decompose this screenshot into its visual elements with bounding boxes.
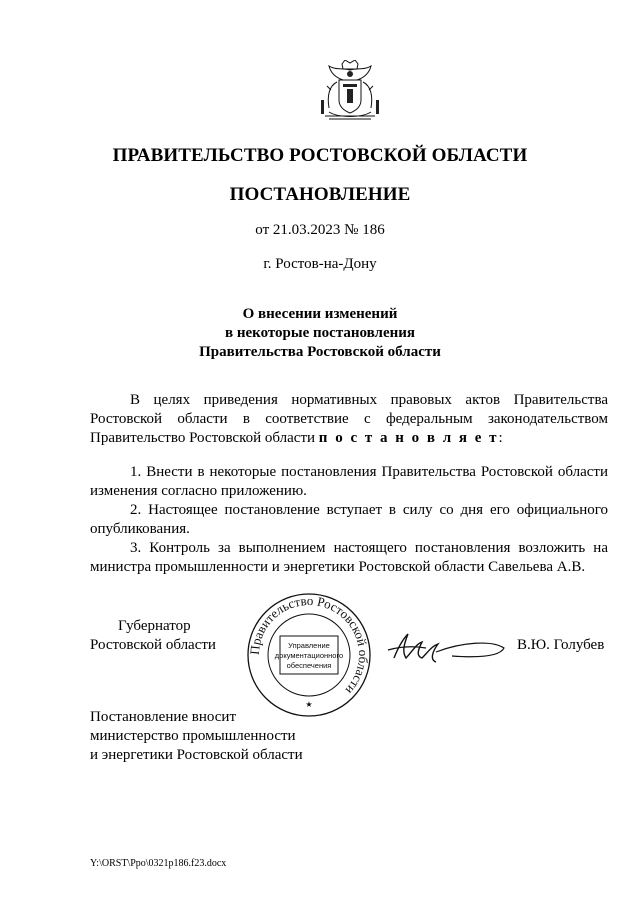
coat-of-arms-icon (317, 60, 383, 122)
preamble-colon: : (498, 430, 503, 446)
date-number: от 21.03.2023 № 186 (255, 222, 385, 238)
preamble (90, 391, 608, 448)
stamp-inner-line: Управление (288, 641, 330, 650)
subject-line: в некоторые постановления (224, 325, 416, 341)
preamble-keyword: п о с т а н о в л я е т (318, 430, 499, 446)
document-type: ПОСТАНОВЛЕНИЕ (229, 184, 411, 205)
submitter-line: министерство промышленности (90, 728, 296, 744)
official-stamp (246, 592, 372, 718)
list-item: 3. Контроль за выполнением настоящего постановления возложить на министра промышленности и энергетики Ростовской области Савельева А.В. (90, 540, 608, 575)
submitter-block (90, 708, 303, 765)
city: г. Ростов-на-Дону (263, 256, 377, 272)
items-list (90, 463, 608, 577)
subject (0, 305, 640, 362)
file-path: Y:\ORST\Ppo\0321p186.f23.docx (90, 858, 227, 869)
svg-text:★: ★ (305, 700, 313, 709)
preamble-text: В целях приведения нормативных правовых актов Правительства Ростовской области в соответствие с федеральным законодательством Правительство Ростовской области (90, 392, 608, 446)
stamp-inner-line: документационного (274, 651, 344, 660)
submitter-line: и энергетики Ростовской области (90, 747, 303, 763)
submitter-line: Постановление вносит (90, 709, 237, 725)
signatory-name: В.Ю. Голубев (517, 637, 605, 653)
stamp-ring-text: Правительство Ростовской области (246, 592, 372, 698)
governor-position: Губернатор (118, 618, 191, 634)
government-title: ПРАВИТЕЛЬСТВО РОСТОВСКОЙ ОБЛАСТИ (112, 145, 528, 166)
stamp-inner-line: обеспечения (286, 661, 332, 670)
handwritten-signature (382, 622, 512, 672)
list-item: 2. Настоящее постановление вступает в силу со дня его официального опубликования. (90, 502, 608, 537)
subject-line: О внесении изменений (242, 306, 398, 322)
governor-region: Ростовской области (90, 637, 216, 653)
list-item: 1. Внести в некоторые постановления Правительства Ростовской области изменения согласно приложению. (90, 464, 608, 499)
subject-line: Правительства Ростовской области (199, 344, 441, 360)
